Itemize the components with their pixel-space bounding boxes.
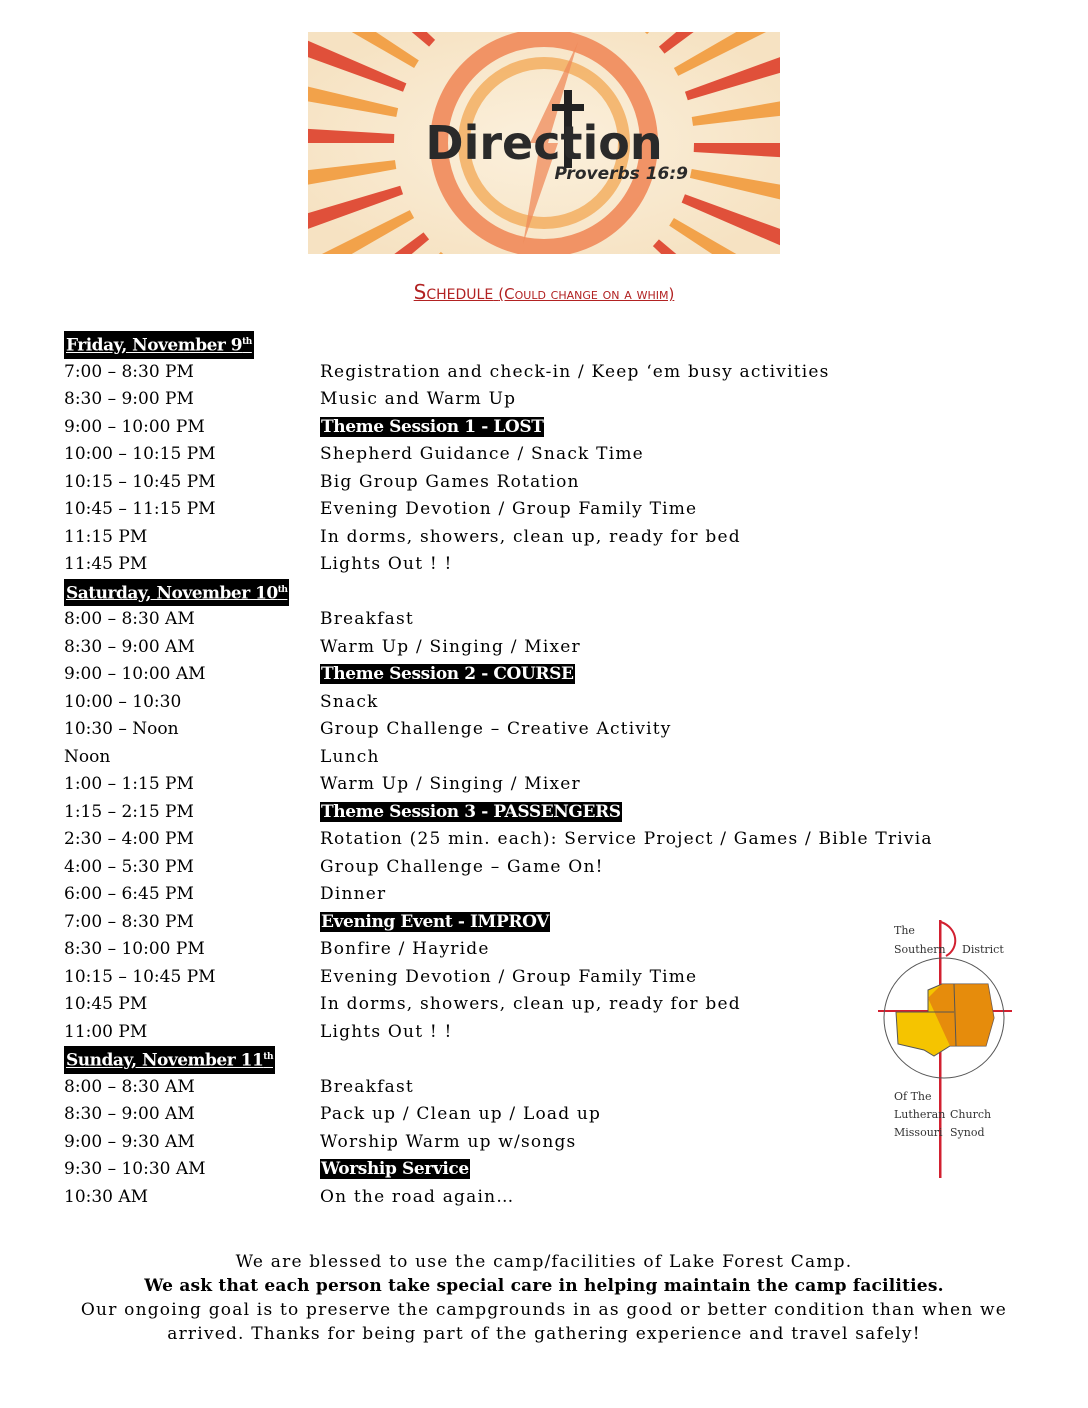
schedule-time: 10:45 – 11:15 PM — [64, 499, 216, 519]
schedule-activity: Music and Warm Up — [320, 389, 517, 409]
highlighted-session: Evening Event - IMPROV — [321, 911, 549, 932]
schedule-activity: Warm Up / Singing / Mixer — [320, 636, 581, 657]
day-label: Friday, November 9 — [66, 335, 243, 356]
schedule-activity — [320, 909, 550, 937]
schedule-row — [64, 1184, 944, 1212]
schedule-time: 8:30 – 10:00 PM — [64, 939, 205, 959]
schedule-time: 10:30 AM — [64, 1186, 149, 1207]
schedule-activity: Rotation (25 min. each): Service Project / Games / Bible Trivia — [320, 829, 933, 849]
schedule-activity — [320, 799, 622, 827]
logo-text-southern: Southern — [894, 943, 946, 956]
day-header-row — [64, 331, 944, 359]
schedule-time: 10:15 – 10:45 PM — [64, 471, 216, 492]
schedule-time: 10:00 – 10:30 — [64, 691, 182, 712]
schedule-row — [64, 991, 944, 1019]
schedule-time: 9:30 – 10:30 AM — [64, 1159, 206, 1179]
schedule-row — [64, 496, 944, 524]
schedule-row — [64, 414, 944, 442]
schedule-time: 11:15 PM — [64, 526, 148, 547]
schedule-activity — [320, 1156, 470, 1184]
schedule-activity: Big Group Games Rotation — [320, 471, 580, 492]
schedule-list — [64, 331, 944, 1211]
schedule-row — [64, 359, 944, 387]
schedule-activity: Shepherd Guidance / Snack Time — [320, 444, 644, 464]
schedule-title: Schedule — [413, 280, 494, 304]
schedule-row — [64, 826, 944, 854]
schedule-row — [64, 551, 944, 579]
schedule-activity: In dorms, showers, clean up, ready for bed — [320, 994, 741, 1014]
schedule-row — [64, 1019, 944, 1047]
schedule-row — [64, 386, 944, 414]
footer-line-2: We ask that each person take special care in helping maintain the camp facilities. — [144, 1276, 944, 1296]
logo-text-district: District — [962, 943, 1004, 956]
schedule-activity: Lights Out ! ! — [320, 554, 453, 574]
banner-subtitle: Proverbs 16:9 — [554, 164, 688, 184]
logo-text-synod: Synod — [950, 1126, 985, 1139]
schedule-time: 10:00 – 10:15 PM — [64, 444, 216, 464]
schedule-time: 4:00 – 5:30 PM — [64, 856, 194, 877]
day-header — [64, 579, 289, 607]
schedule-time: 8:00 – 8:30 AM — [64, 609, 195, 629]
schedule-time: 10:30 – Noon — [64, 719, 179, 739]
schedule-activity: Worship Warm up w/songs — [320, 1131, 577, 1152]
schedule-row — [64, 1129, 944, 1157]
schedule-activity: Pack up / Clean up / Load up — [320, 1104, 602, 1124]
logo-text-lutheran: Lutheran — [894, 1108, 946, 1121]
schedule-row — [64, 1074, 944, 1102]
highlighted-session: Theme Session 3 - PASSENGERS — [321, 801, 621, 822]
schedule-activity: Breakfast — [320, 609, 414, 629]
schedule-activity: Lights Out ! ! — [320, 1021, 453, 1042]
schedule-row — [64, 854, 944, 882]
schedule-activity: Lunch — [320, 746, 380, 767]
schedule-time: 1:00 – 1:15 PM — [64, 774, 194, 794]
highlighted-session: Theme Session 1 - LOST — [321, 416, 544, 437]
schedule-row — [64, 1101, 944, 1129]
day-header-row — [64, 1046, 944, 1074]
schedule-time: 8:00 – 8:30 AM — [64, 1076, 195, 1097]
day-header — [64, 1046, 275, 1074]
schedule-time: 9:00 – 9:30 AM — [64, 1131, 195, 1152]
schedule-row — [64, 936, 944, 964]
schedule-row — [64, 441, 944, 469]
schedule-row — [64, 1156, 944, 1184]
schedule-row — [64, 881, 944, 909]
schedule-time: 10:45 PM — [64, 994, 148, 1014]
schedule-time: 6:00 – 6:45 PM — [64, 884, 194, 904]
schedule-time: 8:30 – 9:00 AM — [64, 1104, 195, 1124]
day-label: Saturday, November 10 — [66, 583, 278, 604]
schedule-time: 11:00 PM — [64, 1021, 148, 1042]
schedule-activity: Registration and check-in / Keep ‘em busy activities — [320, 361, 830, 382]
schedule-time: 9:00 – 10:00 AM — [64, 664, 206, 684]
day-header — [64, 331, 254, 359]
schedule-activity: Breakfast — [320, 1076, 414, 1097]
day-label: Sunday, November 11 — [66, 1050, 264, 1071]
schedule-heading — [0, 280, 1088, 304]
schedule-note: (Could change on a whim) — [498, 285, 675, 303]
footer-line-1: We are blessed to use the camp/facilities of Lake Forest Camp. — [235, 1252, 853, 1272]
schedule-activity: Snack — [320, 691, 379, 712]
footer-line-3: Our ongoing goal is to preserve the campgrounds in as good or better condition than when we — [80, 1300, 1008, 1320]
schedule-time: Noon — [64, 746, 111, 767]
schedule-activity: Evening Devotion / Group Family Time — [320, 499, 698, 519]
schedule-activity: On the road again… — [320, 1186, 515, 1207]
highlighted-session: Theme Session 2 - COURSE — [321, 664, 574, 684]
schedule-activity — [320, 414, 544, 442]
southern-district-logo — [878, 918, 1012, 1180]
schedule-row — [64, 661, 944, 689]
schedule-activity: Bonfire / Hayride — [320, 939, 490, 959]
schedule-time: 11:45 PM — [64, 554, 148, 574]
schedule-row — [64, 606, 944, 634]
schedule-row — [64, 909, 944, 937]
banner-title: Direction — [425, 116, 663, 170]
schedule-activity: Dinner — [320, 884, 387, 904]
schedule-row — [64, 524, 944, 552]
day-label-suffix: th — [277, 584, 288, 595]
day-label-suffix: th — [263, 1052, 273, 1062]
schedule-activity: Group Challenge – Game On! — [320, 856, 604, 877]
schedule-activity: Group Challenge – Creative Activity — [320, 719, 672, 739]
logo-text-church: Church — [950, 1108, 992, 1121]
schedule-time: 10:15 – 10:45 PM — [64, 966, 216, 987]
schedule-row — [64, 634, 944, 662]
schedule-time: 9:00 – 10:00 PM — [64, 416, 205, 437]
schedule-time: 8:30 – 9:00 PM — [64, 389, 194, 409]
schedule-time: 8:30 – 9:00 AM — [64, 636, 195, 657]
footer-line-4: arrived. Thanks for being part of the gathering experience and travel safely! — [167, 1324, 921, 1344]
schedule-row — [64, 964, 944, 992]
schedule-row — [64, 799, 944, 827]
schedule-activity: Evening Devotion / Group Family Time — [320, 966, 698, 987]
logo-text-missouri: Missouri — [894, 1126, 943, 1139]
schedule-row — [64, 771, 944, 799]
direction-banner — [308, 32, 780, 254]
schedule-activity: Warm Up / Singing / Mixer — [320, 774, 581, 794]
schedule-row — [64, 744, 944, 772]
highlighted-session: Worship Service — [321, 1159, 469, 1179]
schedule-activity: In dorms, showers, clean up, ready for bed — [320, 526, 741, 547]
schedule-time: 7:00 – 8:30 PM — [64, 361, 194, 382]
schedule-time: 1:15 – 2:15 PM — [64, 801, 194, 822]
footer-note — [60, 1250, 1028, 1346]
schedule-row — [64, 469, 944, 497]
schedule-row — [64, 689, 944, 717]
day-header-row — [64, 579, 944, 607]
day-label-suffix: th — [242, 337, 252, 347]
logo-text-the: The — [894, 924, 915, 937]
logo-text-of-the: Of The — [894, 1090, 932, 1103]
schedule-activity — [320, 661, 575, 689]
schedule-time: 7:00 – 8:30 PM — [64, 911, 194, 932]
schedule-time: 2:30 – 4:00 PM — [64, 829, 194, 849]
schedule-row — [64, 716, 944, 744]
